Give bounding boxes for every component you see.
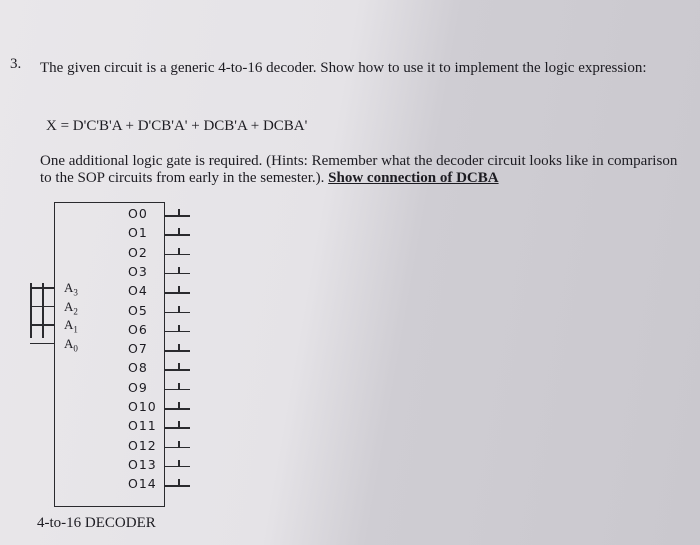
output-tick (178, 421, 180, 428)
output-label: O3 (128, 263, 148, 279)
output-label: O8 (128, 360, 148, 376)
input-label: $A_2$ (64, 298, 78, 317)
output-tick (178, 209, 180, 216)
output-label: O12 (128, 437, 157, 453)
output-label: O7 (128, 341, 148, 357)
output-label: O14 (128, 476, 157, 492)
output-tick (178, 306, 180, 313)
output-tick (178, 441, 180, 448)
output-label: O9 (128, 379, 148, 395)
output-label: O0 (128, 206, 148, 221)
logic-expression: X = D'C'B'A + D'CB'A' + DCB'A + DCBA' (46, 118, 308, 134)
hint-paragraph (40, 153, 690, 187)
output-label: O10 (128, 399, 157, 414)
hint-emphasis: Show connection of DCBA (328, 170, 499, 186)
output-tick (178, 363, 180, 370)
output-tick (178, 479, 180, 486)
output-tick (178, 325, 180, 332)
output-label: O6 (128, 321, 148, 337)
input-tick-right (42, 283, 44, 338)
output-label: O13 (128, 456, 157, 472)
question-number: 3. (10, 56, 22, 72)
input-label: $A_3$ (64, 280, 78, 298)
output-tick (178, 460, 180, 467)
input-line (30, 287, 54, 289)
output-tick (178, 344, 180, 351)
decoder-title: 4-to-16 DECODER (37, 515, 156, 531)
hint-text: One additional logic gate is required. (Hints: Remember what the decoder circuit looks like in comparison to the SOP circuits from early in the semester.). (40, 153, 678, 186)
question-text: The given circuit is a generic 4-to-16 decoder. Show how to use it to implement the logic expression: (40, 60, 647, 76)
output-tick (178, 228, 180, 235)
output-tick (178, 286, 180, 293)
output-label: O11 (128, 418, 157, 434)
output-label: O2 (128, 244, 148, 260)
input-line (30, 324, 54, 326)
input-label: $A_1$ (64, 317, 78, 335)
input-tick-left (30, 283, 32, 338)
output-tick (178, 402, 180, 409)
output-tick (178, 383, 180, 390)
input-line (30, 306, 54, 308)
output-label: O1 (128, 225, 148, 241)
output-tick (178, 248, 180, 255)
output-label: O4 (128, 283, 148, 299)
output-label: O5 (128, 302, 148, 318)
output-tick (178, 267, 180, 274)
input-line (30, 343, 54, 345)
input-label: $A_0$ (64, 335, 78, 354)
